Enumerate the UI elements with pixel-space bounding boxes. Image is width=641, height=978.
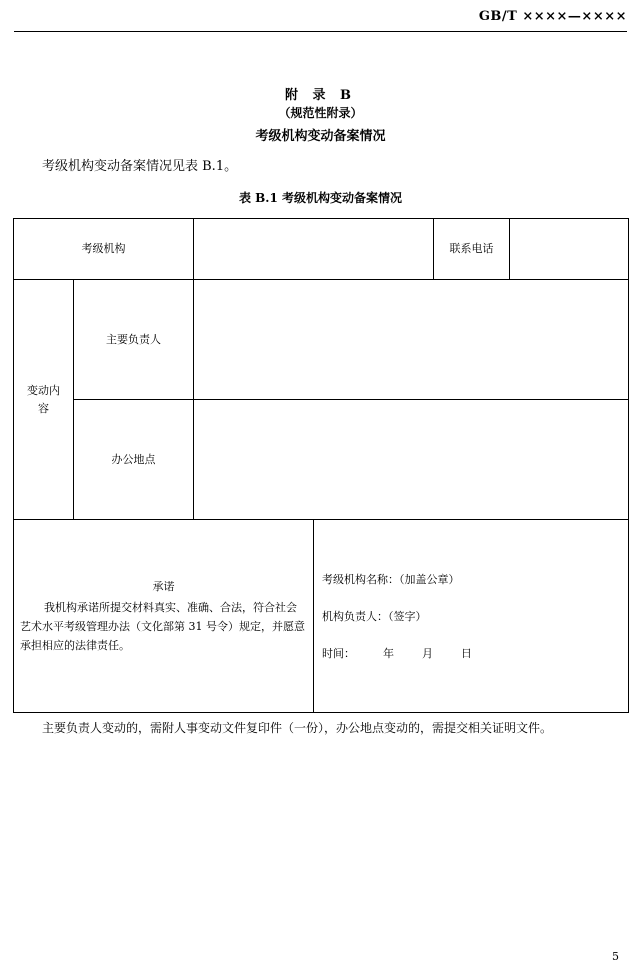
office-value-cell xyxy=(194,400,629,520)
sign-principal: 机构负责人：（签字） xyxy=(322,609,427,623)
header-rule xyxy=(14,31,627,32)
org-label: 考级机构 xyxy=(81,242,126,255)
page-number: 5 xyxy=(612,950,619,963)
pledge-title: 承诺 xyxy=(152,579,175,593)
phone-label-cell xyxy=(434,219,510,280)
change-label: 变动内容 xyxy=(27,383,60,415)
table-row xyxy=(14,219,629,280)
table-row xyxy=(14,400,629,520)
appendix-heading: 考级机构变动备案情况 xyxy=(255,129,386,144)
appendix-title: 附 录 B xyxy=(284,88,357,103)
office-label: 办公地点 xyxy=(111,452,156,466)
principal-label-cell xyxy=(74,280,194,400)
footnote: 主要负责人变动的，需附人事变动文件复印件（一份），办公地点变动的，需提交相关证明文件。 xyxy=(42,721,553,735)
table-caption: 表 B.1 考级机构变动备案情况 xyxy=(238,191,403,205)
standard-number: GB/T ××××—×××× xyxy=(478,9,627,24)
sign-org: 考级机构名称：（加盖公章） xyxy=(322,572,460,586)
sign-date: 时间： 年 月 日 xyxy=(322,646,472,660)
office-label-cell xyxy=(74,400,194,520)
phone-label: 联系电话 xyxy=(449,242,494,255)
org-value-cell xyxy=(194,219,434,280)
table-row xyxy=(14,280,629,400)
intro-text: 考级机构变动备案情况见表 B.1。 xyxy=(42,159,238,174)
principal-value-cell xyxy=(194,280,629,400)
pledge-cell xyxy=(14,520,314,713)
change-label-cell xyxy=(14,280,74,520)
signature-cell xyxy=(314,520,629,713)
table-row xyxy=(14,520,629,713)
phone-value-cell xyxy=(510,219,629,280)
principal-label: 主要负责人 xyxy=(106,332,161,346)
pledge-text: 我机构承诺所提交材料真实、准确、合法，符合社会艺术水平考级管理办法（文化部第 31 号令）规定，并愿意承担相应的法律责任。 xyxy=(20,600,305,652)
org-label-cell xyxy=(14,219,194,280)
record-table xyxy=(13,218,629,713)
appendix-subtitle: （规范性附录） xyxy=(278,106,363,120)
